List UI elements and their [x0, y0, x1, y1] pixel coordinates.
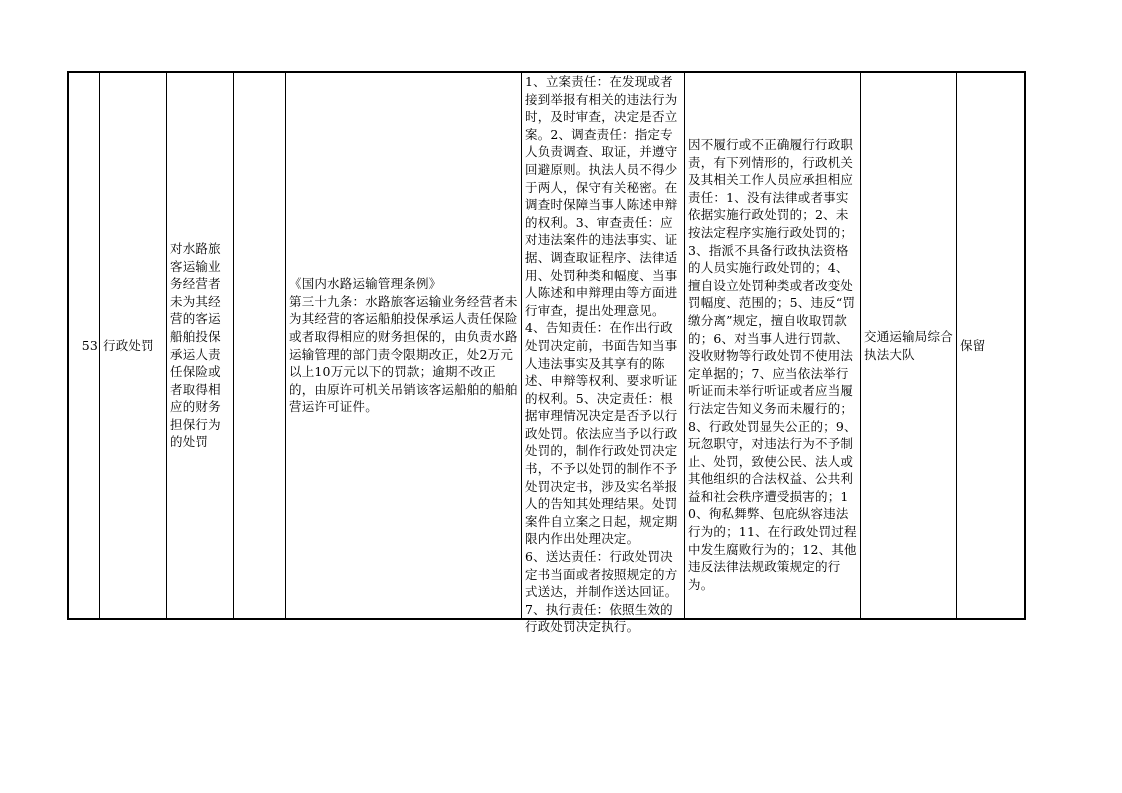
cell-number: [69, 73, 99, 618]
cell-item-name: [166, 73, 233, 618]
cell-sub-item: [233, 73, 285, 618]
cell-accountability: [684, 73, 860, 618]
row-number: 53: [81, 337, 98, 353]
cell-legal-basis: [285, 73, 521, 618]
power-category: 行政处罚: [103, 337, 154, 353]
cell-department: [860, 73, 956, 618]
power-list-table: [67, 71, 1026, 635]
legal-basis-text: 《国内水路运输管理条例》 第三十九条：水路旅客运输业务经营者未为其经营的客运船舶投保承运人责任保险或者取得相应的财务担保的，由负责水路运输管理的部门责令限期改正，处2万元以上10万元以下的罚款；逾期不改正的，由原许可机关吊销该客运船舶的船舶营运许可证件。: [289, 276, 518, 415]
responsible-department: 交通运输局综合执法大队: [864, 328, 953, 362]
accountability-text: 因不履行或不正确履行行政职责，有下列情形的，行政机关及其相关工作人员应承担相应责任：1、没有法律或者事实依据实施行政处罚的；2、未按法定程序实施行政处罚的；3、指派不具备行政执法资格的人员实施行政处罚的；4、擅自设立处罚种类或者改变处罚幅度、范围的；5、违反“罚缴分离”规定，擅自收取罚款的；6、对当事人进行罚款、没收财物等行政处罚不使用法定单据的；7、应当依法举行听证而未举行听证或者应当履行法定告知义务而未履行的；8、行政处罚显失公正的；9、玩忽职守，对违法行为不予制止、处罚，致使公民、法人或其他组织的合法权益、公共利益和社会秩序遭受损害的；10、徇私舞弊、包庇纵容违法行为的；11、在行政处罚过程中发生腐败行为的；12、其他违反法律法规政策规定的行为。: [688, 137, 857, 592]
cell-category: [99, 73, 166, 618]
cell-remark: [956, 73, 1028, 618]
responsibilities-text: 1、立案责任：在发现或者接到举报有相关的违法行为时，及时审查，决定是否立案。2、调查责任：指定专人负责调查、取证，并遵守回避原则。执法人员不得少于两人，保守有关秘密。在调查时保障当事人陈述申辩的权利。3、审查责任：应对违法案件的违法事实、证据、调查取证程序、法律适用、处罚种类和幅度、当事人陈述和申辩理由等方面进行审查，提出处理意见。4、告知责任：在作出行政处罚决定前，书面告知当事人违法事实及其享有的陈述、申辩等权利、要求听证的权利。5、决定责任：根据审理情况决定是否予以行政处罚。依法应当予以行政处罚的，制作行政处罚决定书，不予以处罚的制作不予处罚决定书，涉及实名举报人的告知其处理结果。处罚案件自立案之日起，规定期限内作出处理决定。 6、送达责任：行政处罚决定书当面或者按照规定的方式送达，并制作送达回证。7、执行责任：依照生效的行政处罚决定执行。: [525, 74, 678, 635]
cell-responsibilities: [521, 73, 684, 635]
power-item-name: 对水路旅客运输业务经营者未为其经营的客运船舶投保承运人责任保险或者取得相应的财务担保行为的处罚: [170, 240, 221, 450]
remark-text: 保留: [960, 337, 986, 353]
